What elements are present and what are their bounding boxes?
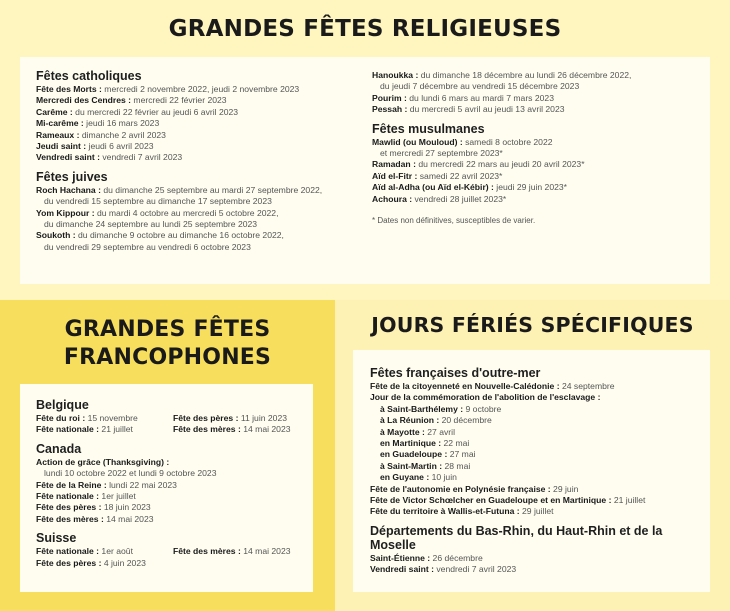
list-item: Fête des pères : 18 juin 2023 [36, 502, 151, 513]
list-item: Yom Kippour : du mardi 4 octobre au mercredi 5 octobre 2022, [36, 207, 279, 218]
religious-left-column [36, 69, 366, 253]
francophone-heading-line1: GRANDES FÊTES [64, 317, 271, 342]
religious-heading: GRANDES FÊTES RELIGIEUSES [168, 16, 562, 42]
alsace-list [370, 553, 710, 576]
switzerland-row: Fête nationale : 1er août Fête des mères : 14 mai 2023 [36, 546, 291, 557]
list-item: Jeudi saint : jeudi 6 avril 2023 [36, 141, 154, 152]
religious-right-column [372, 70, 702, 225]
alsace-title: Départements du Bas-Rhin, du Haut-Rhin et de la Moselle [370, 523, 663, 552]
list-item: Fête de la Reine : lundi 22 mai 2023 [36, 479, 177, 490]
list-item-continuation: et mercredi 27 septembre 2023* [380, 148, 503, 159]
list-item: Soukoth : du dimanche 9 octobre au dimanche 16 octobre 2022, [36, 230, 284, 241]
list-item: Fête de l'autonomie en Polynésie française : 29 juin [370, 483, 579, 494]
list-item: Mi-carême : jeudi 16 mars 2023 [36, 118, 160, 129]
list-item: Roch Hachana : du dimanche 25 septembre au mardi 27 septembre 2022, [36, 184, 323, 195]
catholic-list [36, 84, 366, 164]
list-item: Pessah : du mercredi 5 avril au jeudi 13 avril 2023 [372, 104, 565, 115]
specific-heading: JOURS FÉRIÉS SPÉCIFIQUES [371, 313, 694, 337]
belgium-row: Fête du roi : 15 novembre Fête des pères : 11 juin 2023 [36, 413, 288, 423]
jewish-title: Fêtes juives [36, 169, 108, 184]
list-item: Rameaux : dimanche 2 avril 2023 [36, 129, 166, 140]
jewish-more-list [372, 70, 702, 116]
list-item: à La Réunion : 20 décembre [380, 415, 492, 426]
abolition-label: Jour de la commémoration de l'abolition de l'esclavage : [370, 392, 601, 403]
belgium-list [36, 413, 313, 436]
abolition-list [370, 404, 710, 484]
list-item: Vendredi saint : vendredi 7 avril 2023 [370, 564, 517, 575]
list-item: Pourim : du lundi 6 mars au mardi 7 mars 2023 [372, 92, 554, 103]
overseas-list [370, 484, 710, 518]
list-item: Vendredi saint : vendredi 7 avril 2023 [36, 152, 183, 163]
list-item: Mawlid (ou Mouloud) : samedi 8 octobre 2022 [372, 136, 553, 147]
list-item: Fête de Victor Schœlcher en Guadeloupe et en Martinique : 21 juillet [370, 495, 646, 506]
francophone-panel [20, 384, 313, 592]
francophone-heading-line2: FRANCOPHONES [63, 345, 272, 370]
list-item: en Martinique : 22 mai [380, 438, 470, 449]
list-item: Fête des Morts : mercredi 2 novembre 2022, jeudi 2 novembre 2023 [36, 84, 300, 94]
belgium-row: Fête nationale : 21 juillet Fête des mères : 14 mai 2023 [36, 424, 291, 435]
canada-title: Canada [36, 441, 82, 456]
list-item: Carême : du mercredi 22 février au jeudi 6 avril 2023 [36, 106, 239, 117]
dates-note: * Dates non définitives, susceptibles de varier. [372, 216, 536, 226]
canada-list [36, 480, 313, 526]
switzerland-row: Fête des pères : 4 juin 2023 [36, 557, 146, 568]
list-item: à Saint-Barthélemy : 9 octobre [380, 403, 502, 414]
religious-panel [20, 57, 710, 284]
thanksgiving-dates: lundi 10 octobre 2022 et lundi 9 octobre 2023 [44, 468, 217, 479]
list-item-continuation: du vendredi 29 septembre au vendredi 6 octobre 2023 [44, 241, 251, 252]
thanksgiving-label: Action de grâce (Thanksgiving) : [36, 456, 170, 467]
muslim-list [372, 137, 702, 205]
list-item: en Guyane : 10 juin [380, 472, 457, 483]
list-item: Fête du territoire à Wallis-et-Futuna : 29 juillet [370, 506, 554, 517]
jewish-list [36, 185, 366, 253]
list-item-continuation: du vendredi 15 septembre au dimanche 17 septembre 2023 [44, 196, 272, 207]
list-item: Fête des mères : 14 mai 2023 [36, 513, 154, 524]
list-item-continuation: du dimanche 24 septembre au lundi 25 septembre 2023 [44, 219, 258, 230]
list-item: en Guadeloupe : 27 mai [380, 449, 476, 460]
francophone-heading [0, 316, 335, 372]
list-item: Mercredi des Cendres : mercredi 22 février 2023 [36, 95, 227, 106]
list-item: Achoura : vendredi 28 juillet 2023* [372, 193, 507, 204]
overseas-title: Fêtes françaises d'outre-mer [370, 366, 541, 380]
list-item: Saint-Étienne : 26 décembre [370, 552, 483, 563]
catholic-title: Fêtes catholiques [36, 69, 142, 83]
belgium-title: Belgique [36, 398, 89, 412]
switzerland-title: Suisse [36, 531, 77, 546]
list-item: Ramadan : du mercredi 22 mars au jeudi 20 avril 2023* [372, 159, 585, 170]
specific-panel [353, 350, 710, 592]
muslim-title: Fêtes musulmanes [372, 121, 485, 136]
list-item: Hanoukka : du dimanche 18 décembre au lundi 26 décembre 2022, [372, 70, 632, 80]
list-item: à Saint-Martin : 28 mai [380, 460, 471, 471]
list-item: à Mayotte : 27 avril [380, 426, 455, 437]
list-item: Aïd el-Fitr : samedi 22 avril 2023* [372, 170, 503, 181]
list-item: Fête de la citoyenneté en Nouvelle-Calédonie : 24 septembre [370, 381, 615, 391]
list-item: Fête nationale : 1er juillet [36, 491, 136, 502]
list-item: Aïd al-Adha (ou Aïd el-Kébir) : jeudi 29 juin 2023* [372, 182, 568, 193]
list-item-continuation: du jeudi 7 décembre au vendredi 15 décembre 2023 [380, 81, 580, 92]
